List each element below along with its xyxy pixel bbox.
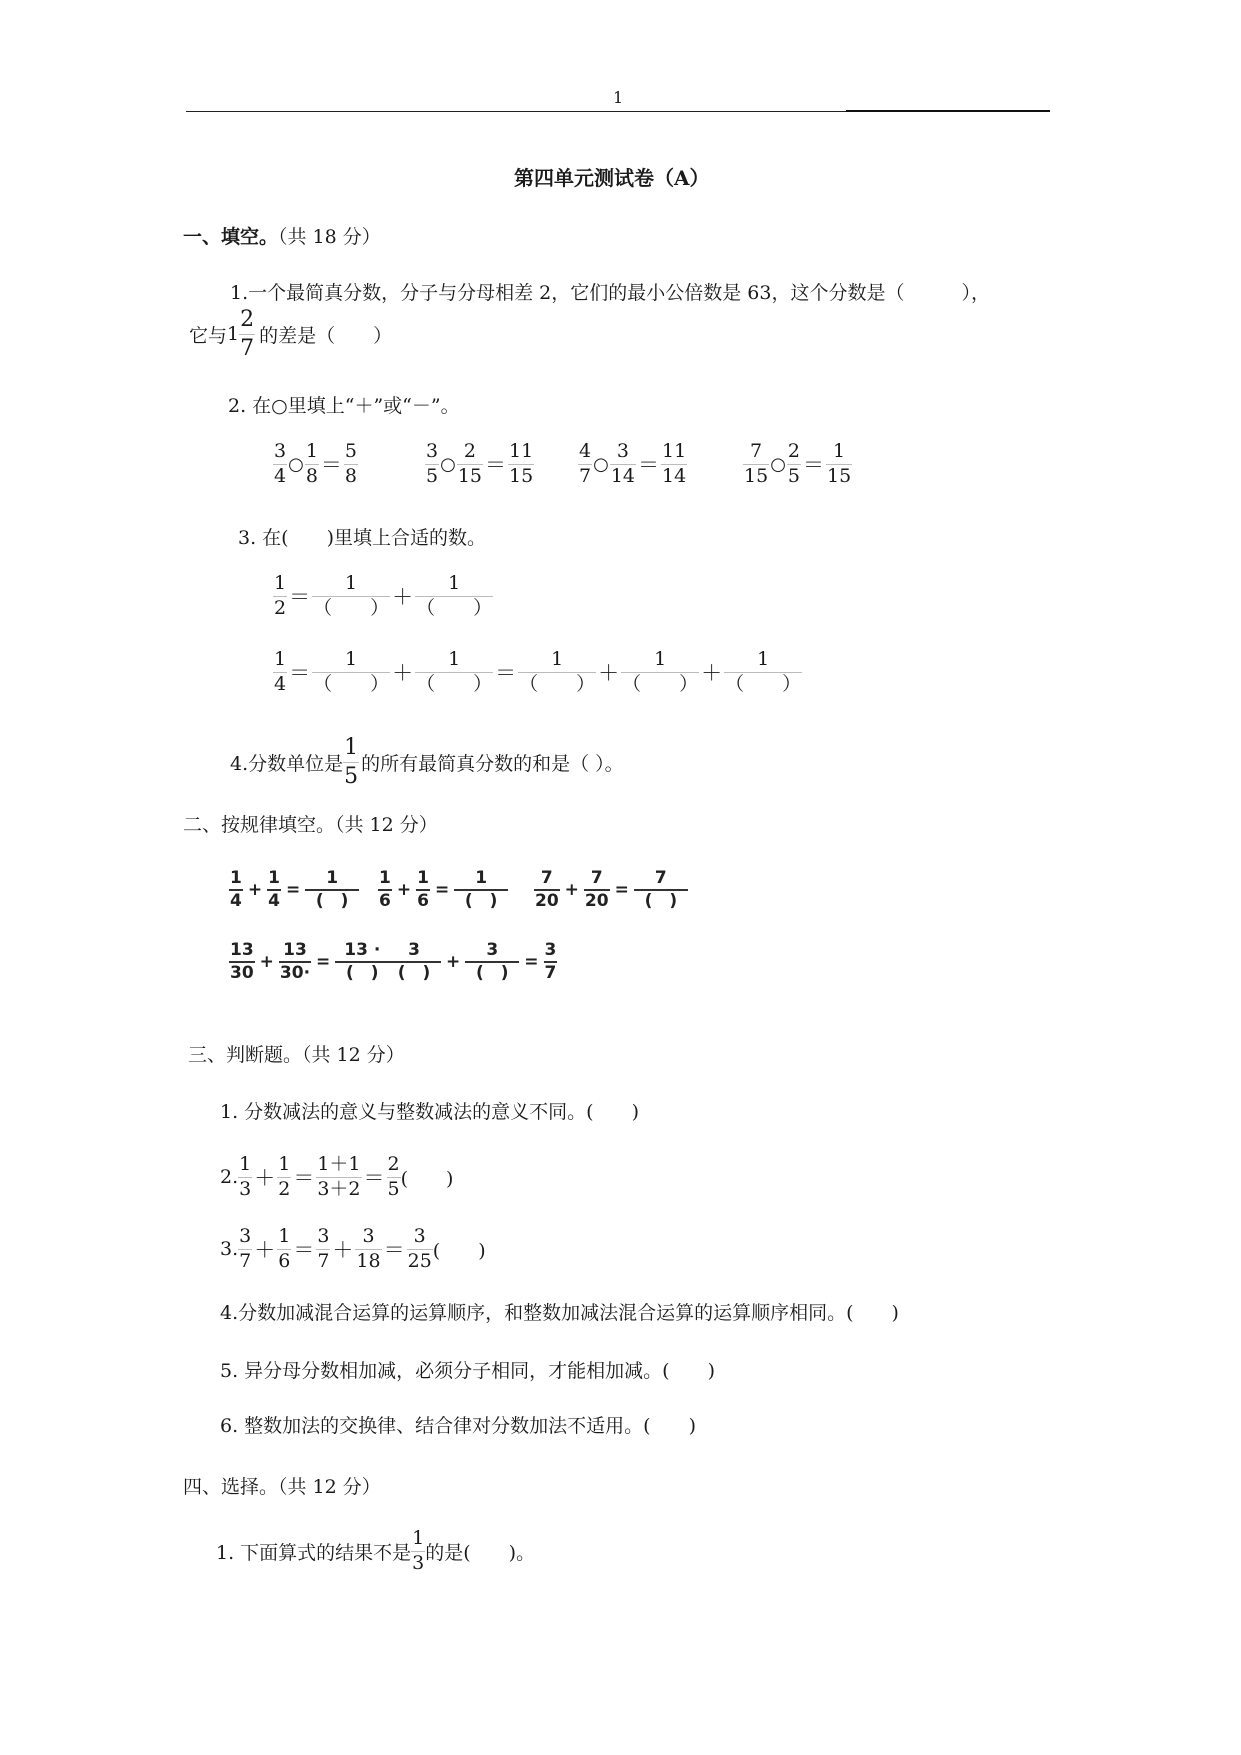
s3-q3-e-num: 3 [407, 1225, 433, 1250]
q2-1-a-num: 3 [273, 440, 287, 465]
s3-q4: 4.分数加减混合运算的运算顺序，和整数加减法混合运算的运算顺序相同。( ) [220, 1302, 899, 1324]
plus-sign: ＋ [598, 661, 620, 686]
equals-sign: ＝ [803, 453, 824, 478]
q2-3-c-num: 11 [661, 440, 687, 465]
equals-sign: ＝ [383, 1238, 405, 1263]
s2-5-r-den: 7 [544, 963, 557, 984]
q2-2-c-num: 11 [508, 440, 534, 465]
circle-blank[interactable]: ○ [288, 453, 304, 475]
q3-quarter-num: 1 [273, 648, 287, 673]
s2-4-a-num: 13 [229, 940, 255, 963]
s3-q2-a-den: 3 [239, 1177, 252, 1200]
s2-4-r-num: 13 · [335, 940, 389, 963]
paren-blank[interactable]: （ ） [313, 672, 390, 695]
s3-q2-a-num: 1 [238, 1153, 252, 1178]
s3-q6: 6. 整数加法的交换律、结合律对分数加法不适用。( ) [220, 1415, 696, 1437]
q3-r2-f2-num: 1 [415, 648, 493, 673]
s4-q1-post: 的是( )。 [425, 1541, 536, 1564]
s1-q4-fraction [343, 734, 359, 790]
q3-r2-f3-num: 1 [518, 648, 596, 673]
page-title: 第四单元测试卷（A） [514, 166, 710, 190]
s2-3-b-den: 20 [584, 891, 609, 912]
equals-sign: ＝ [293, 1238, 315, 1263]
s4-q1-den: 3 [412, 1551, 425, 1574]
s2-2-r-num: 1 [454, 868, 508, 891]
s1-q4-den: 5 [344, 763, 359, 789]
s1-q3-row-2 [273, 648, 802, 697]
s2-4-a-den: 30 [230, 963, 254, 984]
s3-q2 [220, 1153, 453, 1202]
s1-q2-item-2 [425, 440, 534, 489]
s3-q2-c-num: 1＋1 [316, 1153, 361, 1178]
s2-3-a-num: 7 [534, 868, 560, 891]
s2-pattern-1 [229, 868, 359, 913]
s1-q3-row-1 [273, 572, 493, 621]
s3-q2-b-num: 1 [277, 1153, 291, 1178]
s2-pattern-3 [534, 868, 688, 913]
q3-r2-f4-num: 1 [621, 648, 699, 673]
q2-4-b-den: 5 [787, 464, 800, 487]
s3-q2-b-den: 2 [278, 1177, 291, 1200]
s1-q1-whole: 1 [227, 323, 240, 345]
q2-4-a-den: 15 [744, 464, 769, 487]
s3-q3-b-den: 6 [278, 1249, 291, 1272]
q3-half-den: 2 [274, 596, 287, 619]
s2-5-b-num: 3 [465, 940, 519, 963]
plus-sign: + [564, 880, 579, 901]
s2-pattern-2 [378, 868, 508, 913]
equals-sign: ＝ [363, 1166, 385, 1191]
header-rule-thick [846, 110, 1050, 112]
paren-blank[interactable]: ( ) [397, 963, 431, 984]
circle-blank[interactable]: ○ [770, 453, 786, 475]
q2-4-c-num: 1 [826, 440, 852, 465]
s1-q1-line1: 1.一个最简真分数，分子与分母相差 2，它们的最小公倍数是 63，这个分数是（ ）， [230, 282, 990, 304]
q3-quarter-den: 4 [274, 672, 287, 695]
s3-q2-d-den: 5 [387, 1177, 400, 1200]
q2-2-a-den: 5 [426, 464, 439, 487]
q2-3-a-den: 7 [579, 464, 592, 487]
equals-sign: ＝ [293, 1166, 315, 1191]
s3-q3-c-num: 3 [316, 1225, 330, 1250]
s2-3-a-den: 20 [535, 891, 559, 912]
s1-q4-num: 1 [343, 734, 359, 763]
s2-4-b-num: 13 [279, 940, 311, 963]
q2-4-b-num: 2 [787, 440, 801, 465]
s3-q5: 5. 异分母分数相加减，必须分子相同，才能相加减。( ) [220, 1360, 715, 1382]
s1-q2-item-3 [578, 440, 687, 489]
section-1-heading [183, 222, 381, 249]
s1-q1-post: 的差是（ ） [259, 324, 393, 347]
q3-r2-f1-num: 1 [312, 648, 390, 673]
section-4-heading: 四、选择。（共 12 分） [183, 1476, 381, 1498]
plus-sign: ＋ [701, 661, 723, 686]
header-rule [186, 111, 846, 112]
q2-2-b-num: 2 [457, 440, 483, 465]
paren-blank[interactable]: ( ) [346, 963, 379, 984]
q2-1-c-den: 8 [344, 464, 357, 487]
plus-sign: + [446, 952, 461, 973]
s1-q1-pre: 它与 [189, 324, 228, 347]
paren-blank[interactable]: （ ） [313, 596, 390, 619]
s1-q1-den: 7 [240, 335, 255, 361]
s1-q1-num: 2 [239, 306, 255, 335]
s2-2-b-den: 6 [417, 891, 429, 912]
paren-blank[interactable]: （ ） [416, 672, 493, 695]
s2-3-r-num: 7 [634, 868, 688, 891]
q2-3-b-num: 3 [610, 440, 636, 465]
s2-2-a-num: 1 [378, 868, 392, 891]
paren-blank[interactable]: （ ） [416, 596, 493, 619]
q2-2-b-den: 15 [457, 464, 482, 487]
s2-1-r-num: 1 [305, 868, 359, 891]
s4-q1 [216, 1527, 535, 1576]
s2-2-b-num: 1 [416, 868, 430, 891]
s3-q3-label: 3. [220, 1238, 239, 1261]
plus-sign: + [247, 880, 263, 901]
s1-q4 [230, 734, 624, 790]
q2-1-c-num: 5 [344, 440, 358, 465]
plus-sign: + [259, 952, 274, 973]
paren-blank[interactable]: （ ） [622, 672, 699, 695]
q2-4-a-num: 7 [743, 440, 769, 465]
q3-r1-f2-num: 1 [415, 572, 493, 597]
plus-sign: ＋ [392, 585, 414, 610]
q2-1-b-num: 1 [305, 440, 319, 465]
q2-1-a-den: 4 [274, 464, 287, 487]
circle-blank[interactable]: ○ [593, 453, 609, 475]
answer-blank[interactable]: ( ) [400, 1167, 454, 1190]
s2-pattern-5 [387, 940, 557, 985]
s3-q2-label: 2. [220, 1166, 239, 1189]
s2-pattern-4 [229, 940, 389, 985]
s1-q2-item-1 [273, 440, 358, 489]
q3-r1-f1-num: 1 [312, 572, 390, 597]
equals-sign: = [316, 952, 331, 973]
equals-sign: ＝ [289, 585, 311, 610]
s1-q3-text: 3. 在( )里填上合适的数。 [238, 527, 486, 549]
s2-1-b-num: 1 [267, 868, 281, 891]
equals-sign: = [614, 880, 629, 901]
paren-blank[interactable]: ( ) [464, 891, 498, 912]
s3-q1: 1. 分数减法的意义与整数减法的意义不同。( ) [220, 1101, 639, 1123]
equals-sign: ＝ [495, 661, 517, 686]
s3-q2-c-den: 3＋2 [317, 1177, 361, 1200]
equals-sign: = [524, 952, 539, 973]
s2-1-b-den: 4 [268, 891, 280, 912]
plus-sign: ＋ [254, 1238, 276, 1263]
paren-blank[interactable]: （ ） [519, 672, 596, 695]
plus-sign: ＋ [332, 1238, 354, 1263]
circle-blank[interactable]: ○ [440, 453, 456, 475]
q2-3-c-den: 14 [662, 464, 687, 487]
section-2-heading: 二、按规律填空。（共 12 分） [183, 814, 438, 836]
s1-q4-pre: 4.分数单位是 [230, 752, 344, 775]
s3-q2-d-num: 2 [387, 1153, 401, 1178]
section-1-points: （共 18 分） [278, 226, 381, 248]
s2-5-r-num: 3 [544, 940, 558, 963]
s2-3-b-num: 7 [584, 868, 610, 891]
s2-5-a-num: 3 [387, 940, 441, 963]
q2-3-a-num: 4 [578, 440, 592, 465]
s2-1-a-den: 4 [230, 891, 242, 912]
paren-blank[interactable]: ( ) [475, 963, 509, 984]
q2-4-c-den: 15 [827, 464, 852, 487]
s4-q1-num: 1 [411, 1527, 425, 1552]
s1-q2-text: 2. 在○里填上“＋”或“－”。 [228, 395, 460, 417]
s2-2-a-den: 6 [379, 891, 391, 912]
s1-q1-fraction [239, 306, 255, 362]
equals-sign: ＝ [638, 453, 659, 478]
page-number: 1 [613, 88, 624, 107]
s3-q3-c-den: 7 [317, 1249, 330, 1272]
s3-q3-b-num: 1 [277, 1225, 291, 1250]
q3-half-num: 1 [273, 572, 287, 597]
paren-blank[interactable]: ( ) [315, 891, 349, 912]
plus-sign: + [396, 880, 412, 901]
equals-sign: ＝ [485, 453, 506, 478]
answer-blank[interactable]: ( ) [432, 1239, 486, 1262]
q3-r2-f5-num: 1 [724, 648, 802, 673]
equals-sign: ＝ [289, 661, 311, 686]
s2-4-b-den: 30· [279, 963, 311, 984]
s3-q3 [220, 1225, 486, 1274]
paren-blank[interactable]: ( ) [644, 891, 678, 912]
s3-q3-a-den: 7 [239, 1249, 252, 1272]
q2-2-c-den: 15 [509, 464, 534, 487]
section-3-heading: 三、判断题。（共 12 分） [188, 1044, 405, 1066]
s3-q3-d-num: 3 [355, 1225, 381, 1250]
s2-1-a-num: 1 [229, 868, 243, 891]
q2-3-b-den: 14 [610, 464, 635, 487]
equals-sign: = [285, 880, 301, 901]
plus-sign: ＋ [254, 1166, 276, 1191]
s3-q3-d-den: 18 [356, 1249, 381, 1272]
paren-blank[interactable]: （ ） [725, 672, 802, 695]
plus-sign: ＋ [392, 661, 414, 686]
s1-q4-post: 的所有最简真分数的和是（ ）。 [361, 752, 624, 775]
q2-1-b-den: 8 [305, 464, 318, 487]
section-1-title: 一、填空。 [183, 226, 279, 248]
s1-q2-item-4 [743, 440, 852, 489]
s3-q3-e-den: 25 [407, 1249, 432, 1272]
equals-sign: ＝ [320, 453, 342, 478]
s4-q1-pre: 1. 下面算式的结果不是 [216, 1541, 412, 1564]
equals-sign: = [434, 880, 450, 901]
s3-q3-a-num: 3 [238, 1225, 252, 1250]
q2-2-a-num: 3 [425, 440, 439, 465]
s1-q1-line2 [189, 306, 392, 362]
